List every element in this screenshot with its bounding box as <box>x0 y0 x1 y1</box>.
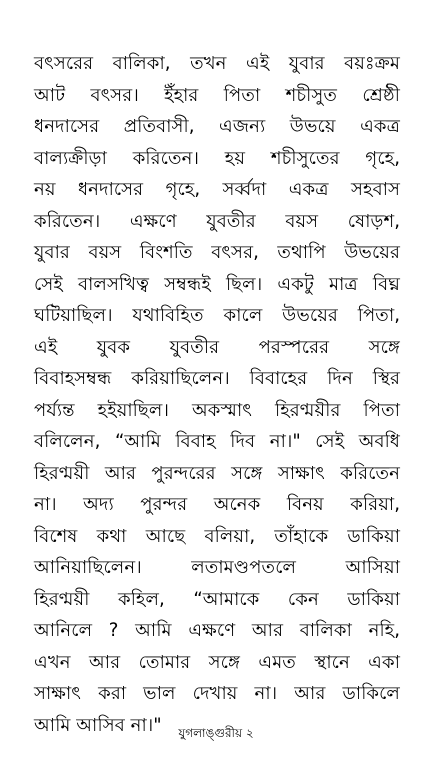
text-line-14: হিরণ্ময়ী আর পুরন্দরের সঙ্গে সাক্ষাৎ করিতেন <box>34 462 400 484</box>
text-line-22: আমি আসিব না।" <box>34 714 162 736</box>
text-line-20: এখন আর তোমার সঙ্গে এমত স্থানে একা <box>34 651 400 673</box>
text-line-8: সেই বালসখিত্ব সম্বন্ধই ছিল। একটু মাত্র বিঘ্ন <box>34 273 400 295</box>
text-line-18: হিরণ্ময়ী কহিল, “আমাকে কেন ডাকিয়া <box>34 588 400 610</box>
text-line-16: বিশেষ কথা আছে বলিয়া, তাঁহাকে ডাকিয়া <box>34 525 400 547</box>
text-line-21: সাক্ষাৎ করা ভাল দেখায় না। আর ডাকিলে <box>34 683 400 704</box>
text-line-3: ধনদাসের প্রতিবাসী, এজন্য উভয়ে একত্র <box>34 116 400 137</box>
text-line-7: যুবার বয়স বিংশতি বৎসর, তথাপি উভয়ের <box>34 242 400 263</box>
text-line-10: এই যুবক যুবতীর পরস্পরের সঙ্গে <box>34 336 400 358</box>
text-line-19: আনিলে ? আমি এক্ষণে আর বালিকা নহি, <box>34 620 400 641</box>
text-line-1: বৎসরের বালিকা, তখন এই যুবার বয়ঃক্রম <box>34 53 400 74</box>
text-line-6: করিতেন। এক্ষণে যুবতীর বয়স ষোড়শ, <box>34 210 400 232</box>
text-line-9: ঘটিয়াছিল। যথাবিহিত কালে উভয়ের পিতা, <box>34 305 400 326</box>
text-line-15: না। অদ্য পুরন্দর অনেক বিনয় করিয়া, <box>34 494 400 515</box>
text-line-17: আনিয়াছিলেন। লতামণ্ডপতলে আসিয়া <box>34 557 400 578</box>
text-line-4: বাল্যক্রীড়া করিতেন। হয় শচীসুতের গৃহে, <box>34 147 400 169</box>
text-line-12: পর্য্যন্ত হইয়াছিল। অকস্মাৎ হিরণ্ময়ীর পিতা <box>34 399 400 421</box>
text-line-13: বলিলেন, “আমি বিবাহ দিব না।" সেই অবধি <box>34 431 400 452</box>
text-line-2: আট বৎসর। ইঁহার পিতা শচীসুত শ্রেষ্ঠী <box>34 84 400 106</box>
page-footer-running-title: যুগলাঙ্গুরীয় ২ <box>178 726 254 740</box>
text-line-5: নয় ধনদাসের গৃহে, সর্ব্বদা একত্র সহবাস <box>34 179 400 200</box>
text-line-11: বিবাহসম্বন্ধ করিয়াছিলেন। বিবাহের দিন স্থির <box>34 368 400 389</box>
body-text <box>34 48 400 741</box>
